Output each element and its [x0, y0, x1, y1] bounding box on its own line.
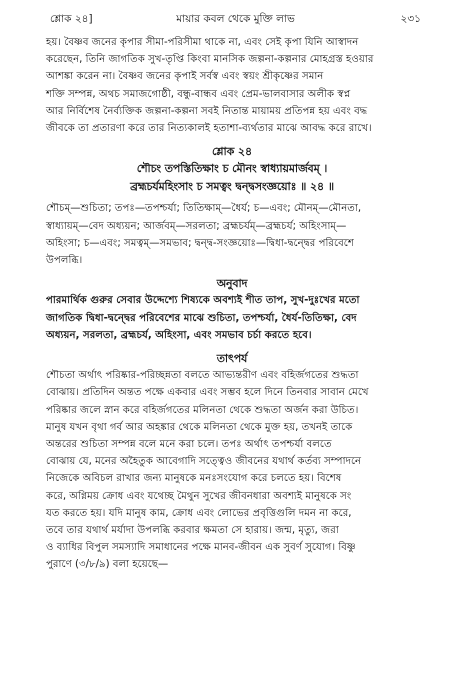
verse: [46, 160, 418, 196]
purport-line: পরিষ্কার জলে স্নান করে বহির্জগতের মলিনতা থেকে শুদ্ধতা অর্জন করা উচিত।: [46, 404, 359, 416]
translation-line: অধ্যয়ন, সরলতা, ব্রহ্মচর্য, অহিংসা, এবং সমভাব চর্চা করতে হবে।: [46, 329, 312, 341]
synonym-line: শৌচম্—শুচিতা; তপঃ—তপশ্চর্যা; তিতিক্ষাম্—ধৈর্য; চ—এবং; মৌনম্—মৌনতা,: [46, 203, 362, 215]
synonyms: [46, 200, 418, 269]
text-line: করেছেন, তিনি জাগতিক সুখ-তৃপ্তি কিংবা মানসিক জল্পনা-কল্পনার মোহগ্রস্ত হওয়ার: [46, 54, 374, 66]
text-line: শক্তি সম্পন্ন, অথচ সমাজগোষ্ঠী, বন্ধু-বান্ধব এবং প্রেম-ভালবাসার অলীক স্বপ্ন: [46, 88, 351, 100]
purport-line: তবে তার যথার্থ মর্যাদা উপলব্ধি করবার ক্ষমতা সে হারায়। জন্ম, মৃত্যু, জরা: [46, 525, 339, 537]
translation-line: পারমার্থিক গুরুর সেবার উদ্দেশ্যে শিষ্যকে অবশ্যই শীত তাপ, সুখ-দুঃখের মতো: [46, 295, 360, 307]
purport-line: বোঝায় যে, মনের অহৈতুক আবেগাদি সত্ত্বেও জীবনের যথার্থ কর্তব্য সম্পাদনে: [46, 456, 362, 468]
translation: [46, 292, 418, 344]
purport-line: শৌচতা অর্থাৎ পরিষ্কার-পরিচ্ছন্নতা বলতে আভ্যন্তরীণ এবং বহির্জগতের শুদ্ধতা: [46, 370, 359, 382]
purport-line: করে, অগ্নিময় ক্রোধ এবং যথেচ্ছ মৈথুন সুখের জীবনধারা অবশ্যই মানুষকে সং: [46, 490, 352, 502]
text-line: জীবকে তা প্রতারণা করে তার নিত্যকালই হতাশা-ব্যর্থতার মাঝে আবদ্ধ করে রাখে।: [46, 123, 372, 135]
intro-paragraph: [46, 34, 418, 137]
synonym-line: স্বাধ্যায়ম্—বেদ অধ্যয়ন; আর্জবম্—সরলতা; ব্রহ্মচর্যম্—ব্রহ্মচর্য; অহিংসাম্—: [46, 220, 347, 232]
translation-heading: অনুবাদ: [216, 277, 248, 291]
purport-line: যত করতে হয়। যদি মানুষ কাম, ক্রোধ এবং লোভের প্রবৃত্তিগুলি দমন না করে,: [46, 507, 352, 519]
running-header: [50, 12, 421, 28]
verse-line: শৌচং তপস্তিতিক্ষাং চ মৌনং স্বাধ্যায়মার্জবম্ ।: [136, 162, 328, 176]
header-page-number: ২৩১: [400, 13, 421, 25]
purport-heading: তাৎপর্য: [216, 352, 248, 366]
text-line: হয়। বৈষ্ণব জনের কৃপার সীমা-পরিসীমা থাকে না, এবং সেই কৃপা যিনি আস্বাদন: [46, 37, 359, 48]
purport-line: পুরাণে (৩/৮/৯) বলা হয়েছে—: [46, 559, 169, 571]
purport-line: অন্তরের শুচিতা সম্পন্ন বলে মনে করা চলে। তপঃ অর্থাৎ তপশ্চর্যা বলতে: [46, 439, 332, 451]
purport-line: মানুষ যখন বৃথা গর্ব আর অহঙ্কার থেকে মলিনতা থেকে মুক্ত হয়, তখনই তাকে: [46, 421, 353, 433]
synonym-line: উপলব্ধি।: [46, 255, 83, 267]
purport: [46, 367, 418, 573]
sloka-heading: শ্লোক ২৪: [212, 145, 252, 159]
purport-line: ও ব্যাধির বিপুল সমস্যাদি সমাধানের পক্ষে মানব-জীবন এক সুবর্ণ সুযোগ। বিষ্ণু: [46, 542, 356, 554]
header-chapter-title: মায়ার কবল থেকে মুক্তি লাভ: [176, 13, 295, 25]
header-verse-ref: শ্লোক ২৪]: [50, 13, 93, 25]
verse-line: ব্রহ্মচর্যমহিংসাং চ সমত্বং দ্বন্দ্বসংজ্ঞয়োঃ ॥ ২৪ ॥: [130, 180, 334, 194]
text-line: আশঙ্কা করেন না। বৈষ্ণব জনের কৃপাই সর্বস্ব এবং স্বয়ং শ্রীকৃষ্ণের সমান: [46, 71, 324, 83]
purport-line: নিজেকে অবিচল রাখার জন্য মানুষকে মনঃসংযোগ করে চলতে হয়। বিশেষ: [46, 473, 342, 485]
translation-line: জাগতিক দ্বিধা-দ্বন্দ্বের পরিবেশের মাঝে শুচিতা, তপশ্চর্যা, ধৈর্য-তিতিক্ষা, বেদ: [46, 312, 357, 324]
synonym-line: অহিংসা; চ—এবং; সমত্বম্—সমভাব; দ্বন্দ্ব-সংজ্ঞয়োঃ—দ্বিধা-দ্বন্দ্বের পরিবেশে: [46, 237, 354, 249]
purport-line: বোঝায়। প্রতিদিন অন্তত পক্ষে একবার এবং সম্ভব হলে দিনে তিনবার সাবান মেখে: [46, 387, 369, 399]
text-line: আর নির্বিশেষ নৈর্ব্যক্তিক জল্পনা-কল্পনা সবই নিতান্ত মায়াময় প্রতিপন্ন হয় এবং বদ্ধ: [46, 105, 368, 117]
page-body: [46, 34, 418, 574]
